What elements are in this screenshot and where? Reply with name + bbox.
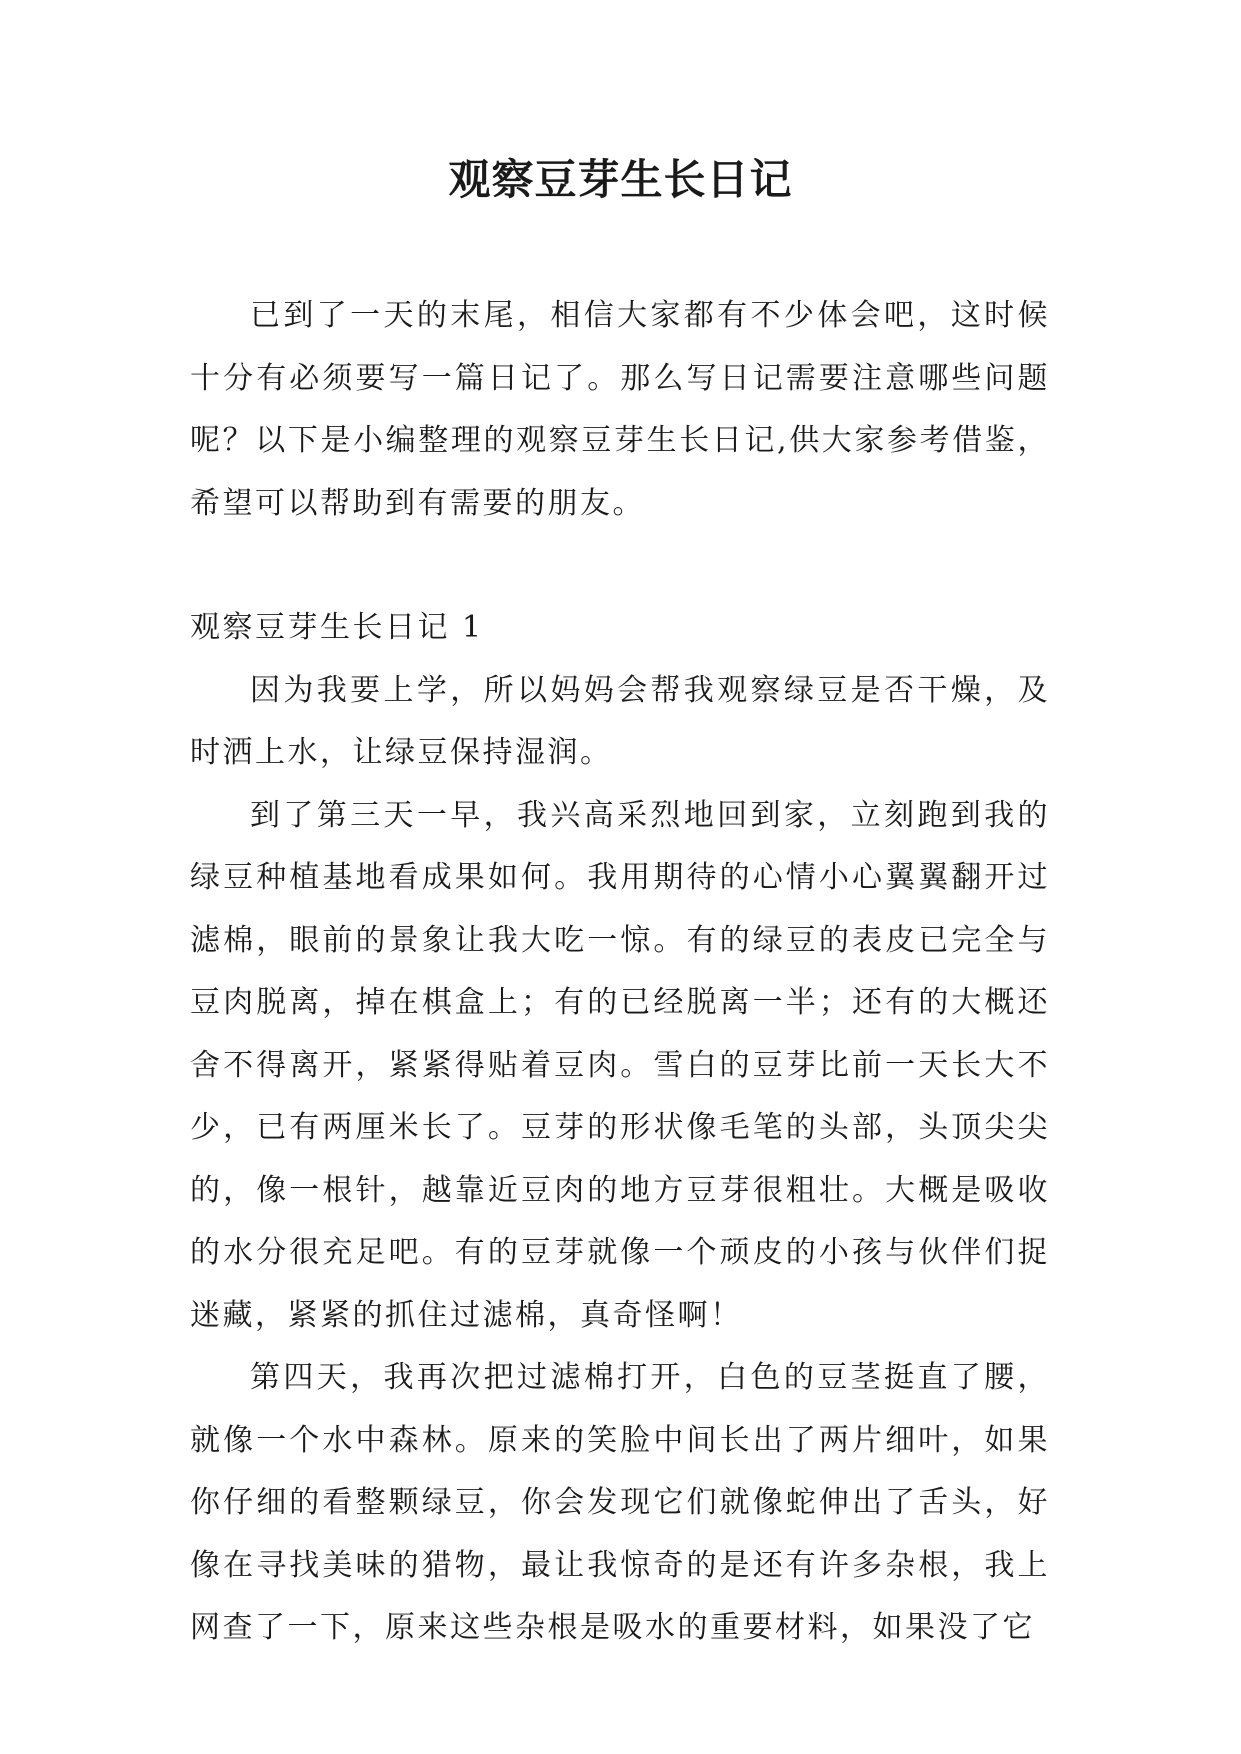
body-paragraph-1: 因为我要上学，所以妈妈会帮我观察绿豆是否干燥，及时洒上水，让绿豆保持湿润。 <box>190 672 1050 770</box>
document-title: 观察豆芽生长日记 <box>448 155 793 204</box>
document-body <box>190 285 1050 1660</box>
section-heading: 观察豆芽生长日记 1 <box>190 610 484 645</box>
intro-paragraph: 已到了一天的末尾，相信大家都有不少体会吧，这时候十分有必须要写一篇日记了。那么写日记需要注意哪些问题呢？以下是小编整理的观察豆芽生长日记,供大家参考借鉴，希望可以帮助到有需要的朋友。 <box>190 298 1050 521</box>
body-paragraph-2: 到了第三天一早，我兴高采烈地回到家，立刻跑到我的绿豆种植基地看成果如何。我用期待的心情小心翼翼翻开过滤棉，眼前的景象让我大吃一惊。有的绿豆的表皮已完全与豆肉脱离，掉在棋盒上；有的已经脱离一半；还有的大概还舍不得离开，紧紧得贴着豆肉。雪白的豆芽比前一天长大不少，已有两厘米长了。豆芽的形状像毛笔的头部，头顶尖尖的，像一根针，越靠近豆肉的地方豆芽很粗壮。大概是吸收的水分很充足吧。有的豆芽就像一个顽皮的小孩与伙伴们捉迷藏，紧紧的抓住过滤棉，真奇怪啊！ <box>190 797 1050 1333</box>
body-paragraph-3: 第四天，我再次把过滤棉打开，白色的豆茎挺直了腰，就像一个水中森林。原来的笑脸中间长出了两片细叶，如果你仔细的看整颗绿豆，你会发现它们就像蛇伸出了舌头，好像在寻找美味的猎物，最让我惊奇的是还有许多杂根，我上网查了一下，原来这些杂根是吸水的重要材料，如果没了它 <box>190 1360 1050 1645</box>
